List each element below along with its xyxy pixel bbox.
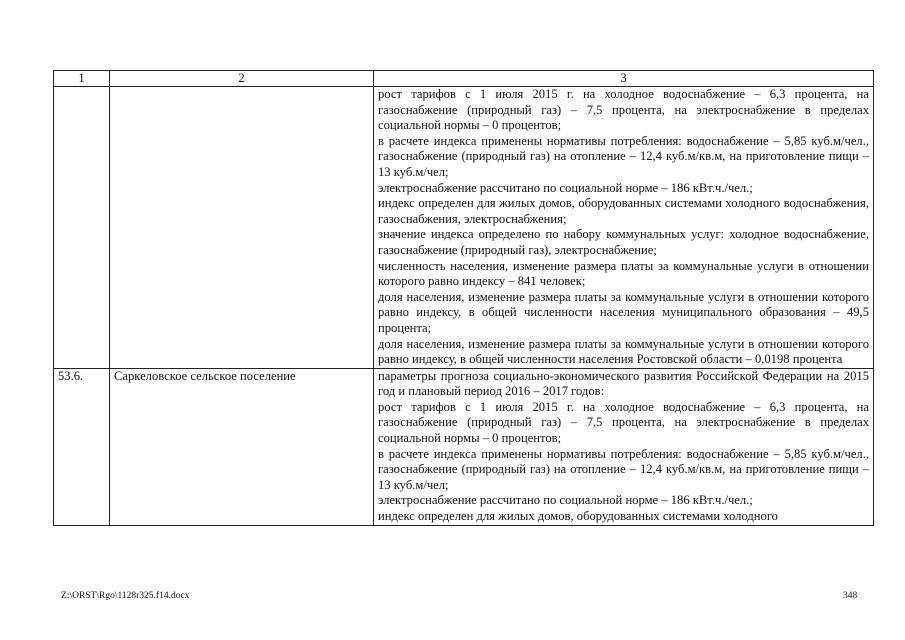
parameter-paragraph: доля населения, изменение размера платы за коммунальные услуги в отношении которого равно индексу, в общей численности населения Ростовской области – 0,0198 процента (378, 336, 869, 367)
parameter-paragraph: доля населения, изменение размера платы за коммунальные услуги в отношении которого равно индексу, в общей численности населения муниципального образования – 49,5 процента; (378, 289, 869, 335)
municipality-name-cell: Саркеловское сельское поселение (110, 368, 374, 525)
municipality-name-cell (110, 87, 374, 369)
parameter-paragraph: значение индекса определено по набору коммунальных услуг: холодное водоснабжение, газоснабжение (природный газ), электроснабжение; (378, 227, 869, 257)
column-header-3: 3 (374, 71, 874, 87)
column-header-1: 1 (54, 71, 110, 87)
parameter-paragraph: в расчете индекса применены нормативы потребления: водоснабжение – 5,85 куб.м/чел., газоснабжение (природный газ) на отопление – 12,4 куб.м/кв.м, на приготовление пищи – 13 куб.м/чел; (378, 446, 869, 492)
row-number-cell: 53.6. (54, 368, 110, 525)
table-row (54, 87, 874, 369)
table-header-row (54, 71, 874, 87)
parameters-cell (374, 368, 874, 525)
table-row (54, 368, 874, 525)
parameters-cell (374, 87, 874, 369)
column-header-2: 2 (110, 71, 374, 87)
tariff-index-table (53, 70, 874, 526)
parameter-paragraph: рост тарифов с 1 июля 2015 г. на холодное водоснабжение – 6,3 процента, на газоснабжение (природный газ) – 7,5 процента, на электроснабжение в пределах социальной нормы – 0 процентов; (378, 399, 869, 446)
parameter-paragraph: индекс определен для жилых домов, оборудованных системами холодного водоснабжения, газоснабжения, электроснабжения; (378, 196, 869, 226)
footer-file-path: Z:\ORST\Rgo\1128r325.f14.docx (61, 591, 190, 601)
parameter-paragraph: индекс определен для жилых домов, оборудованных системами холодного (378, 509, 778, 524)
row-number-cell (54, 87, 110, 369)
footer-page-number: 348 (843, 591, 858, 601)
parameter-paragraph: электроснабжение рассчитано по социальной норме – 186 кВт.ч./чел.; (378, 180, 753, 195)
parameter-paragraph: рост тарифов с 1 июля 2015 г. на холодное водоснабжение – 6,3 процента, на газоснабжение (природный газ) – 7,5 процента, на электроснабжение в пределах социальной нормы – 0 процентов; (378, 87, 869, 133)
parameter-paragraph: численность населения, изменение размера платы за коммунальные услуги в отношении которого равно индексу – 841 человек; (378, 258, 869, 289)
parameter-paragraph: в расчете индекса применены нормативы потребления: водоснабжение – 5,85 куб.м/чел., газоснабжение (природный газ) на отопление – 12,4 куб.м/кв.м, на приготовление пищи – 13 куб.м/чел; (378, 133, 869, 179)
parameter-paragraph: электроснабжение рассчитано по социальной норме – 186 кВт.ч./чел.; (378, 493, 753, 508)
parameter-paragraph: параметры прогноза социально-экономического развития Российской Федерации на 2015 год и плановый период 2016 – 2017 годов: (378, 368, 869, 399)
